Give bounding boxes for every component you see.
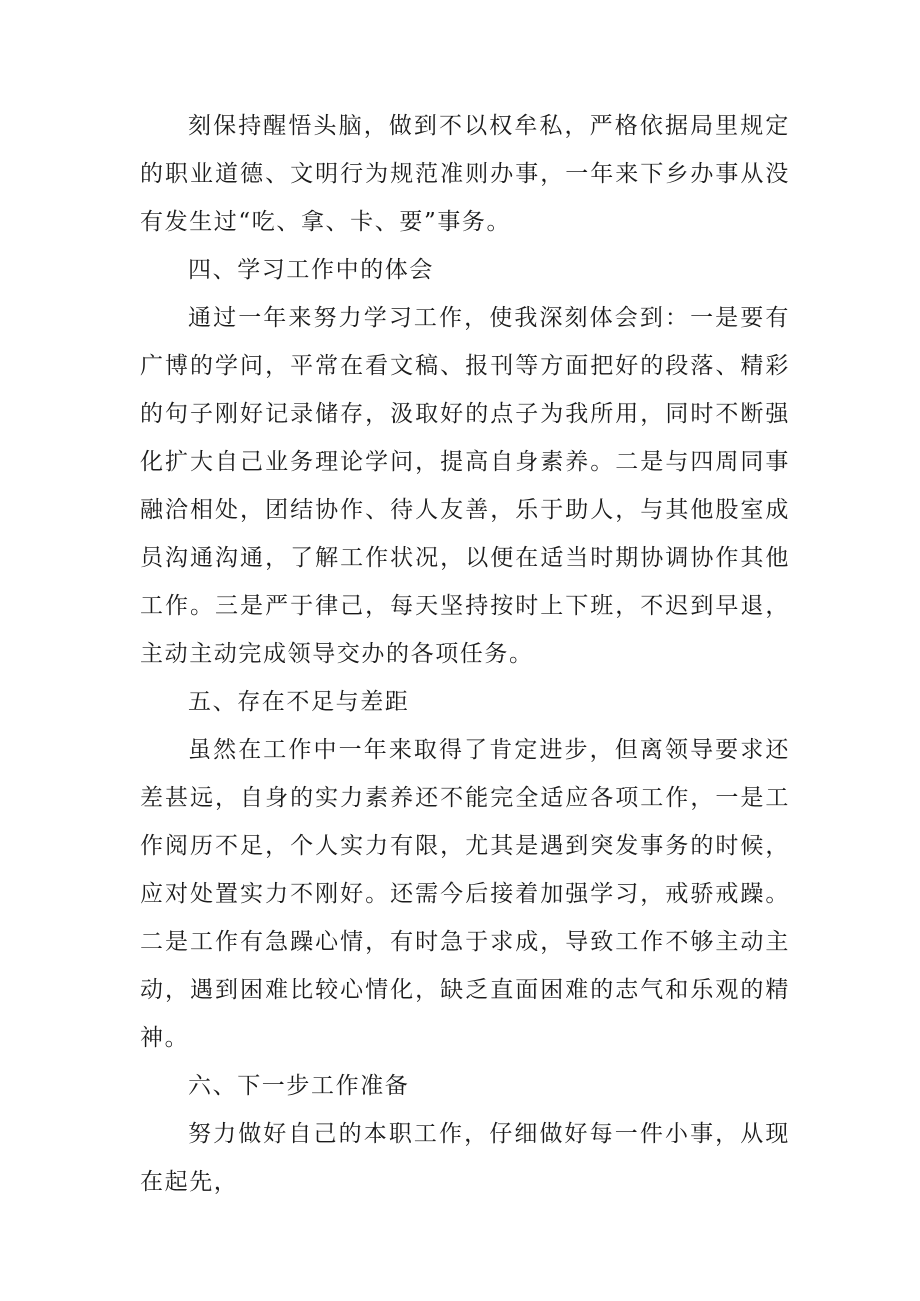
paragraph-study-experience: 通过一年来努力学习工作，使我深刻体会到：一是要有广博的学问，平常在看文稿、报刊等方面把好的段落、精彩的句子刚好记录储存，汲取好的点子为我所用，同时不断强化扩大自己业务理论学问，提高自身素养。二是与四周同事融洽相处，团结协作、待人友善，乐于助人，与其他股室成员沟通沟通，了解工作状况，以便在适当时期协调协作其他工作。三是严于律己，每天坚持按时上下班，不迟到早退，主动主动完成领导交办的各项任务。 <box>140 305 790 667</box>
section-heading-next-steps: 六、下一步工作准备 <box>188 1073 410 1099</box>
paragraph-integrity-conduct: 刻保持醒悟头脑，做到不以权牟私，严格依据局里规定的职业道德、文明行为规范准则办事，一年来下乡办事从没有发生过“吃、拿、卡、要”事务。 <box>140 113 790 235</box>
section-heading-study-experience: 四、学习工作中的体会 <box>188 257 434 283</box>
section-heading-shortcomings: 五、存在不足与差距 <box>188 689 410 715</box>
paragraph-next-steps: 努力做好自己的本职工作，仔细做好每一件小事，从现在起先， <box>140 1121 790 1195</box>
paragraph-shortcomings: 虽然在工作中一年来取得了肯定进步，但离领导要求还差甚远，自身的实力素养还不能完全适应各项工作，一是工作阅历不足，个人实力有限，尤其是遇到突发事务的时候，应对处置实力不刚好。还需今后接着加强学习，戒骄戒躁。二是工作有急躁心情，有时急于求成，导致工作不够主动主动，遇到困难比较心情化，缺乏直面困难的志气和乐观的精神。 <box>140 737 790 1051</box>
document-body <box>140 102 790 1206</box>
